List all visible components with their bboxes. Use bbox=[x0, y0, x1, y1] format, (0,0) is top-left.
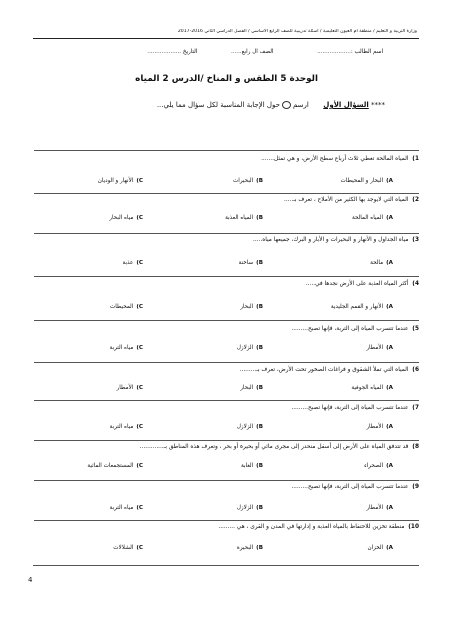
question-text: أكثر المياه العذبة على الأرض نجدها في..... bbox=[305, 281, 409, 287]
question-6 bbox=[34, 367, 419, 373]
option-b[interactable]: B)المياه العذبة bbox=[225, 215, 263, 221]
page-number: 4 bbox=[28, 576, 33, 584]
option-b[interactable]: B)الزلازل bbox=[236, 505, 263, 511]
question-divider bbox=[34, 400, 419, 401]
question-number: 2) bbox=[412, 197, 419, 203]
question-number: 4) bbox=[412, 281, 419, 287]
option-b[interactable]: B)الغابة bbox=[240, 463, 263, 469]
question-1 bbox=[34, 156, 419, 162]
section-label: السؤال الأول bbox=[323, 101, 369, 109]
question-number: 7) bbox=[412, 405, 419, 411]
question-text: عندما تتسرب المياه إلى التربة، فإنها تصبح......... bbox=[291, 484, 409, 490]
question-number: 8) bbox=[412, 444, 419, 450]
section-heading bbox=[157, 101, 385, 109]
question-8 bbox=[34, 444, 419, 450]
page-title: الوحدة 5 الطقس و المناخ /الدرس 2 المياه bbox=[135, 74, 318, 84]
option-b[interactable]: B)الزلازل bbox=[236, 345, 263, 351]
question-7 bbox=[34, 405, 419, 411]
option-b[interactable]: B)البحار bbox=[240, 385, 263, 391]
option-c[interactable]: C)الشلالات bbox=[113, 545, 143, 551]
question-text: المياه التي لايوجد بها الكثير من الأملاح ، تعرف بـ..... bbox=[284, 197, 409, 203]
student-info-line bbox=[83, 49, 383, 55]
student-name-field: اسم الطالب :................... bbox=[317, 49, 383, 55]
header-divider bbox=[33, 38, 419, 39]
question-text: قد تتدفق المياه على الأرض إلى أسفل منحدر إلى مجرى مائي أو بحيرة أو بحر ، وتعرف هذه المناطق بـ............. bbox=[139, 444, 409, 450]
option-c[interactable]: C)مياه التربة bbox=[109, 505, 143, 511]
question-number: 9) bbox=[412, 484, 419, 490]
option-a[interactable]: A)الأمطار bbox=[366, 345, 393, 351]
option-a[interactable]: A)المياه المالحة bbox=[351, 215, 393, 221]
option-a[interactable]: A)المياه الجوفية bbox=[351, 385, 393, 391]
option-c[interactable]: C)مياه التربة bbox=[109, 345, 143, 351]
question-divider bbox=[34, 362, 419, 363]
question-text: مياه الجداول و الأنهار و البحيرات و الأبار و البرك، جميعها مياه..... bbox=[253, 237, 409, 243]
student-class-field: الصف ال رابع...... bbox=[230, 49, 274, 55]
option-a[interactable]: A)الصحراء bbox=[364, 463, 393, 469]
question-text: منطقة تخزين للاحتفاظ بالمياه العذبة و إدارتها في المدن و القرى ، هي ......... bbox=[218, 524, 405, 530]
question-divider bbox=[34, 150, 419, 151]
question-9 bbox=[34, 484, 419, 490]
student-date-field: التاريخ ................... bbox=[147, 49, 198, 55]
question-divider bbox=[34, 233, 419, 234]
question-number: 5) bbox=[412, 326, 419, 332]
question-text: عندما تتسرب المياه إلى التربة، فإنها تصبح......... bbox=[291, 326, 409, 332]
section-stars: **** bbox=[371, 101, 385, 109]
option-b[interactable]: B)الزلازل bbox=[236, 424, 263, 430]
question-2 bbox=[34, 197, 419, 203]
option-a[interactable]: A)الخزان bbox=[367, 545, 393, 551]
instruction-text: حول الإجابة المناسبة لكل سؤال مما يلي... bbox=[156, 101, 280, 109]
header-line: وزارة التربية و التعليم / منطقة أم العيون التعليمية / أسئلة تدريبية للصف الرابع الأساسي / الفصل الدراسي الثاني 2016-2017 bbox=[177, 29, 417, 34]
option-a[interactable]: A)الأمطار bbox=[366, 505, 393, 511]
question-divider bbox=[34, 520, 419, 521]
question-divider bbox=[34, 276, 419, 277]
instruction-draw: ارسم bbox=[292, 101, 309, 109]
option-b[interactable]: B)البحيرات bbox=[233, 178, 263, 184]
option-b[interactable]: B)البحيرة bbox=[236, 545, 263, 551]
question-10 bbox=[34, 524, 419, 530]
question-number: 1) bbox=[412, 156, 419, 162]
question-3 bbox=[34, 237, 419, 243]
option-b[interactable]: B)ساخنة bbox=[238, 260, 263, 266]
question-number: 3) bbox=[412, 237, 419, 243]
question-number: 10) bbox=[408, 524, 419, 530]
option-c[interactable]: C)مياه التربة bbox=[109, 424, 143, 430]
question-text: المياه المالحة تغطي ثلاث أرباع سطح الأرض، و هي تمثل....... bbox=[261, 156, 409, 162]
option-a[interactable]: A)البحار و المحيطات bbox=[340, 178, 393, 184]
option-c[interactable]: C)الأمطار bbox=[116, 385, 143, 391]
question-text: عندما تتسرب المياه إلى التربة، فإنها تصبح......... bbox=[291, 405, 409, 411]
question-divider bbox=[34, 320, 419, 321]
question-5 bbox=[34, 326, 419, 332]
question-divider bbox=[34, 193, 419, 194]
question-divider bbox=[34, 480, 419, 481]
option-c[interactable]: C)عذبة bbox=[122, 260, 143, 266]
option-c[interactable]: C)المستجمعات المائية bbox=[87, 463, 143, 469]
option-b[interactable]: B)البحار bbox=[240, 304, 263, 310]
option-c[interactable]: C)المحيطات bbox=[109, 304, 143, 310]
option-a[interactable]: A)الأمطار bbox=[366, 424, 393, 430]
option-a[interactable]: A)الأنهار و القمم الجليدية bbox=[330, 304, 393, 310]
footer-divider bbox=[33, 565, 419, 566]
question-divider bbox=[34, 440, 419, 441]
circle-icon bbox=[282, 101, 291, 109]
question-number: 6) bbox=[412, 367, 419, 373]
option-c[interactable]: C)الأنهار و الوديان bbox=[97, 178, 143, 184]
question-text: المياه التي تملأ الشقوق و فراغات الصخور تحت الأرض، تعرف بـ......... bbox=[239, 367, 409, 373]
option-c[interactable]: C)مياه البحار bbox=[109, 215, 143, 221]
option-a[interactable]: A)مالحة bbox=[370, 260, 393, 266]
question-4 bbox=[34, 281, 419, 287]
